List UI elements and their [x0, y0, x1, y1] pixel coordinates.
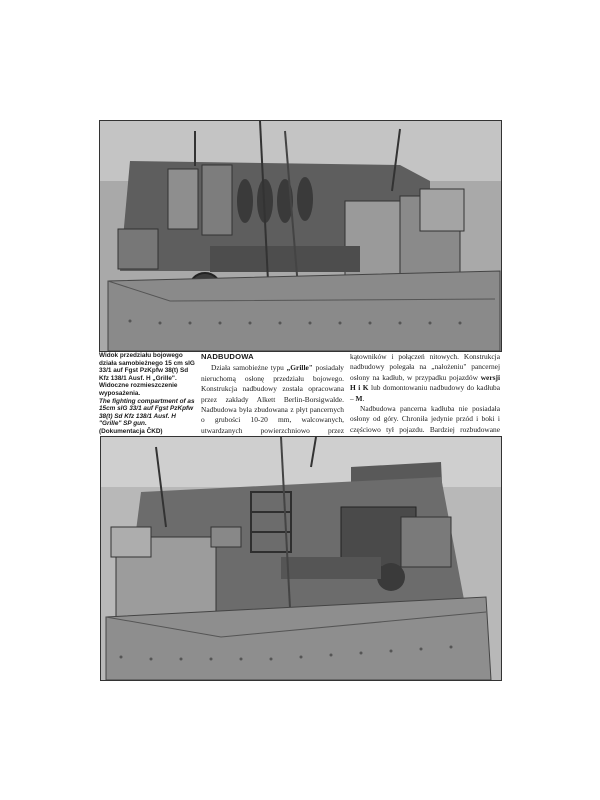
caption-source: (Dokumentacja ČKD)	[99, 427, 163, 435]
text-run: kątowników i połączeń nitowych. Konstrukcja nadbudowy polegała na „nałożeniu" pancernej osłony na kadłub, w przypadku pojazdów	[350, 352, 500, 382]
text-emphasis: „Grille"	[286, 363, 313, 373]
text-run: lub domontowaniu nadbudowy do kadłuba –	[350, 383, 501, 403]
photo-fighting-compartment-top	[99, 120, 502, 352]
text-run: Nadbudowa pancerna kadłuba nie posiadała osłony od góry. Chroniła jedynie przód i boki i częściowo tył pojazdu. Bardziej rozbudowane	[350, 404, 500, 434]
article-column-2	[350, 352, 500, 446]
article-column-1	[201, 352, 344, 447]
text-emphasis: wersji H i K	[350, 372, 500, 393]
photo-caption	[99, 352, 195, 436]
photo-fighting-compartment-rear	[100, 436, 502, 681]
caption-polish: Widok przedziału bojowego działa samobieżnego 15 cm sIG 33/1 auf Fgst PzKpfw 38(t) Sd Kfz 138/1 Ausf. H „Grille". Widoczne rozmieszczenie wyposażenia.	[99, 352, 195, 397]
text-run: Działa samobieżne typu	[211, 363, 287, 373]
paragraph-1-part-2	[350, 352, 500, 404]
text-run: posiadały nieruchomą osłonę przedziału bojowego. Konstrukcja nadbudowy została opracowana przez zakłady Alkett Berlin-Borsigwalde. Nadbudowa była zbudowana z płyt pancernych o grubości 10-20 mm, walcowanych, utwardzanych powierzchniowo przez	[201, 363, 344, 435]
section-heading: NADBUDOWA	[201, 352, 254, 361]
caption-english: The fighting compartment of as 15cm sIG 33/1 auf Fgst PzKpfw 38(t) Sd Kfz 138/1 Ausf. H "Grille" SP gun.	[99, 397, 195, 428]
text-run: .	[362, 393, 365, 403]
paragraph-1-part-1	[201, 363, 344, 446]
text-emphasis: M	[355, 393, 363, 403]
